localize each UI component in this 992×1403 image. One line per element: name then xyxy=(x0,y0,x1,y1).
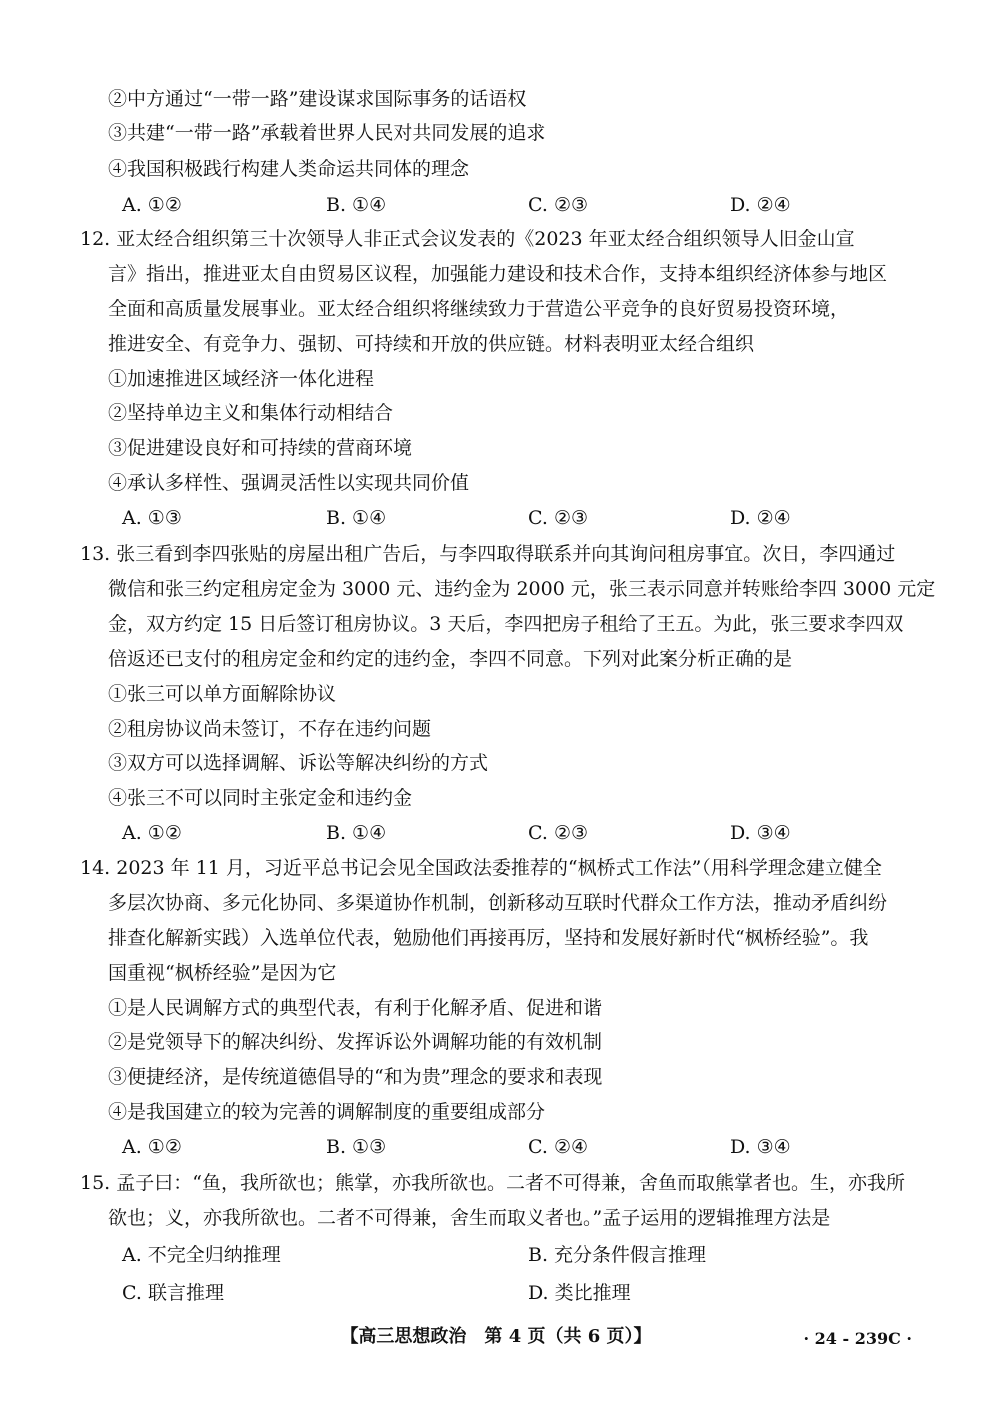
q14-option-c: C. ②④ xyxy=(528,1136,589,1158)
q11-option-c: C. ②③ xyxy=(528,194,589,216)
q12-item-4: ④承认多样性、强调灵活性以实现共同价值 xyxy=(108,472,470,494)
q14-item-1: ①是人民调解方式的典型代表，有利于化解矛盾、促进和谐 xyxy=(108,997,603,1019)
q12-option-c: C. ②③ xyxy=(528,507,589,529)
q12-stem-line-4: 推进安全、有竞争力、强韧、可持续和开放的供应链。材料表明亚太经合组织 xyxy=(108,333,755,355)
page-footer-label: 【高三思想政治 第 4 页（共 6 页）】 xyxy=(340,1326,652,1347)
q14-option-a: A. ①② xyxy=(122,1136,182,1158)
q15-option-a: A. 不完全归纳推理 xyxy=(122,1244,281,1266)
q15-stem-line-2: 欲也；义，亦我所欲也。二者不可得兼，舍生而取义者也。”孟子运用的逻辑推理方法是 xyxy=(108,1207,831,1229)
q11-option-b: B. ①④ xyxy=(326,194,387,216)
q12-stem-line-1: 12. 亚太经合组织第三十次领导人非正式会议发表的《2023 年亚太经合组织领导人旧金山宣 xyxy=(80,228,855,250)
q12-option-b: B. ①④ xyxy=(326,507,387,529)
q12-option-a: A. ①③ xyxy=(122,507,182,529)
q13-item-2: ②租房协议尚未签订，不存在违约问题 xyxy=(108,718,432,740)
q12-option-d: D. ②④ xyxy=(730,507,791,529)
q14-item-3: ③便捷经济，是传统道德倡导的“和为贵”理念的要求和表现 xyxy=(108,1066,603,1088)
q15-option-b: B. 充分条件假言推理 xyxy=(528,1244,707,1266)
q12-item-2: ②坚持单边主义和集体行动相结合 xyxy=(108,402,394,424)
q13-option-b: B. ①④ xyxy=(326,822,387,844)
q11-item-3: ③共建“一带一路”承载着世界人民对共同发展的追求 xyxy=(108,122,546,144)
q13-option-a: A. ①② xyxy=(122,822,182,844)
q15-option-c: C. 联言推理 xyxy=(122,1282,224,1304)
q13-stem-line-4: 倍返还已支付的租房定金和约定的违约金，李四不同意。下列对此案分析正确的是 xyxy=(108,648,793,670)
q14-stem-line-4: 国重视“枫桥经验”是因为它 xyxy=(108,962,337,984)
q11-option-a: A. ①② xyxy=(122,194,182,216)
q11-item-4: ④我国积极践行构建人类命运共同体的理念 xyxy=(108,158,470,180)
q14-option-b: B. ①③ xyxy=(326,1136,387,1158)
q14-option-d: D. ③④ xyxy=(730,1136,791,1158)
q13-item-1: ①张三可以单方面解除协议 xyxy=(108,683,337,705)
q12-stem-line-2: 言》指出，推进亚太自由贸易区议程，加强能力建设和技术合作，支持本组织经济体参与地区 xyxy=(108,263,888,285)
q13-stem-line-3: 金，双方约定 15 日后签订租房协议。3 天后，李四把房子租给了王五。为此，张三要求李四双 xyxy=(108,613,904,635)
q11-item-2: ②中方通过“一带一路”建设谋求国际事务的话语权 xyxy=(108,88,527,110)
q13-option-c: C. ②③ xyxy=(528,822,589,844)
q13-option-d: D. ③④ xyxy=(730,822,791,844)
page-footer-code: · 24 - 239C · xyxy=(803,1329,912,1348)
q14-stem-line-2: 多层次协商、多元化协同、多渠道协作机制，创新移动互联时代群众工作方法，推动矛盾纠纷 xyxy=(108,892,888,914)
q14-stem-line-1: 14. 2023 年 11 月，习近平总书记会见全国政法委推荐的“枫桥式工作法”（用科学理念建立健全 xyxy=(80,857,882,879)
q14-item-4: ④是我国建立的较为完善的调解制度的重要组成部分 xyxy=(108,1101,546,1123)
q13-stem-line-2: 微信和张三约定租房定金为 3000 元、违约金为 2000 元，张三表示同意并转账给李四 3000 元定 xyxy=(108,578,936,600)
q15-option-d: D. 类比推理 xyxy=(528,1282,631,1304)
q13-stem-line-1: 13. 张三看到李四张贴的房屋出租广告后，与李四取得联系并向其询问租房事宜。次日，李四通过 xyxy=(80,543,896,565)
q11-option-d: D. ②④ xyxy=(730,194,791,216)
q12-item-3: ③促进建设良好和可持续的营商环境 xyxy=(108,437,413,459)
q13-item-3: ③双方可以选择调解、诉讼等解决纠纷的方式 xyxy=(108,752,489,774)
q12-item-1: ①加速推进区域经济一体化进程 xyxy=(108,368,375,390)
q12-stem-line-3: 全面和高质量发展事业。亚太经合组织将继续致力于营造公平竞争的良好贸易投资环境， xyxy=(108,298,850,320)
q14-item-2: ②是党领导下的解决纠纷、发挥诉讼外调解功能的有效机制 xyxy=(108,1031,603,1053)
q15-stem-line-1: 15. 孟子曰：“鱼，我所欲也；熊掌，亦我所欲也。二者不可得兼，舍鱼而取熊掌者也。生，亦我所 xyxy=(80,1172,905,1194)
q14-stem-line-3: 排查化解新实践）入选单位代表，勉励他们再接再厉，坚持和发展好新时代“枫桥经验”。我 xyxy=(108,927,869,949)
q13-item-4: ④张三不可以同时主张定金和违约金 xyxy=(108,787,413,809)
